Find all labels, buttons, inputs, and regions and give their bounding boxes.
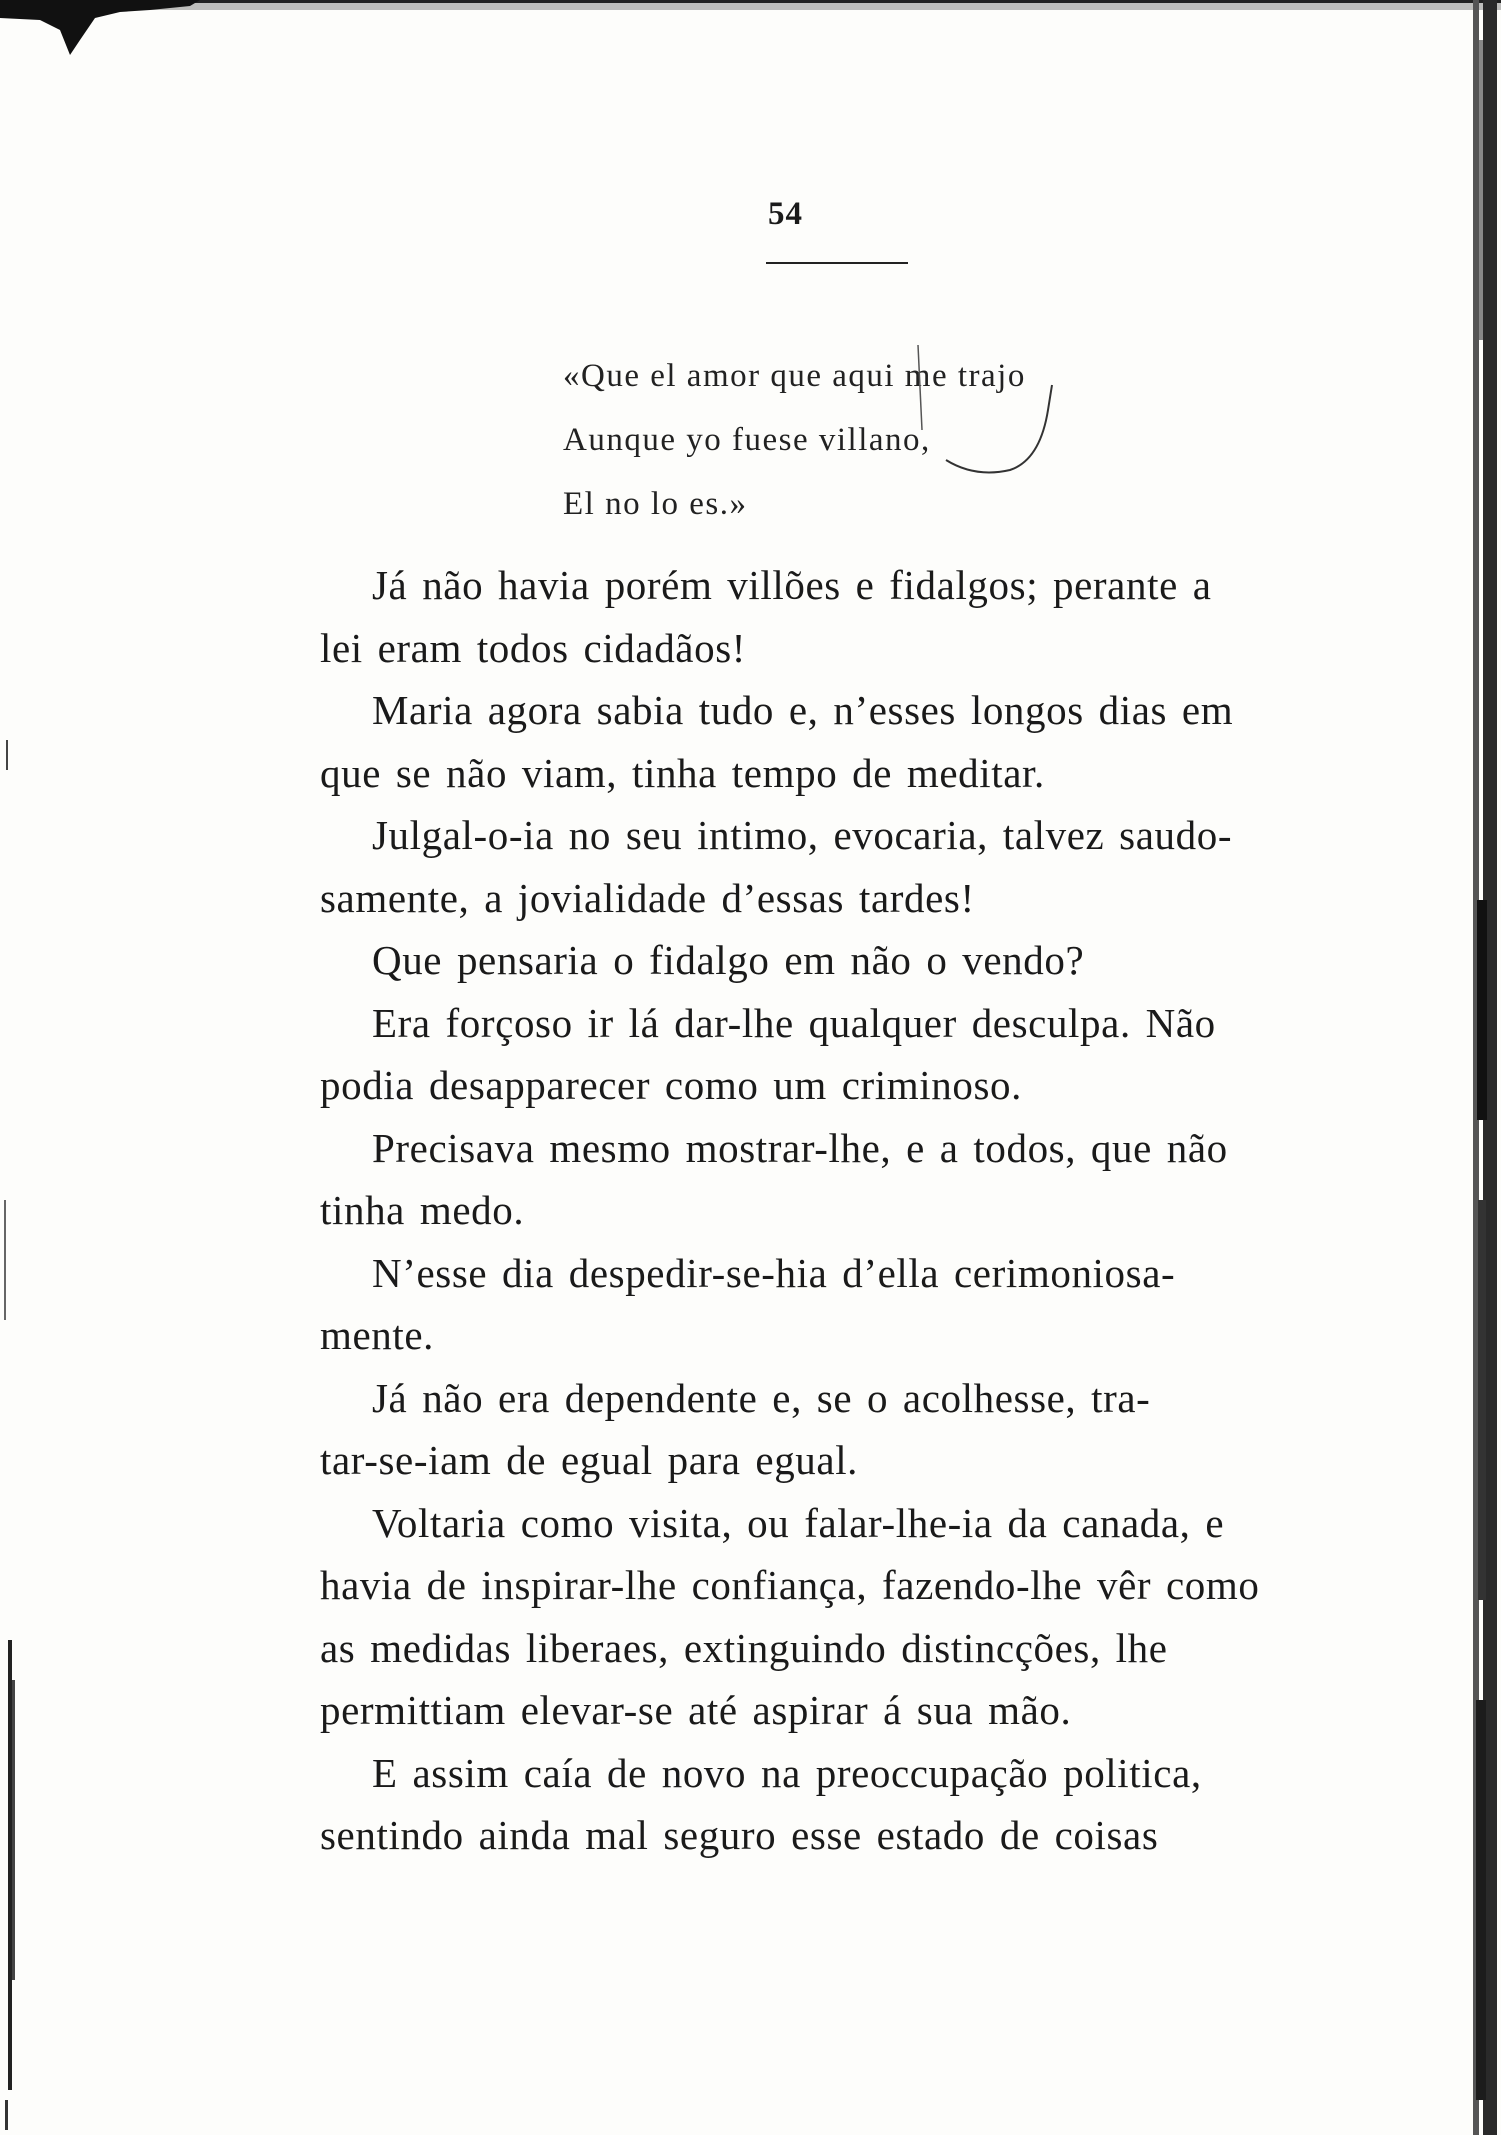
page-number: 54 bbox=[768, 196, 803, 232]
verse-line: Aunque yo fuese villano, bbox=[563, 422, 931, 458]
paragraph: Já não havia porém villões e fidalgos; perante a lei eram todos cidadãos! bbox=[320, 562, 1212, 671]
paragraph: N’esse dia despedir-se-hia d’ella cerimoniosa- mente. bbox=[320, 1249, 1176, 1358]
verse-quote bbox=[563, 344, 1026, 536]
scan-left-edge bbox=[0, 0, 30, 2135]
verse-line: El no lo es.» bbox=[563, 486, 748, 522]
scan-right-edge bbox=[1461, 0, 1501, 2135]
paragraph: Julgal-o-ia no seu intimo, evocaria, talvez saudo- samente, a jovialidade d’essas tardes! bbox=[320, 812, 1233, 921]
paragraph: Já não era dependente e, se o acolhesse, tra- tar-se-iam de egual para egual. bbox=[320, 1374, 1151, 1483]
paragraph: Que pensaria o fidalgo em não o vendo? bbox=[372, 937, 1085, 983]
paragraph: Era forçoso ir lá dar-lhe qualquer desculpa. Não podia desapparecer como um criminoso. bbox=[320, 999, 1216, 1108]
scan-top-edge bbox=[0, 0, 1501, 10]
paragraph: Voltaria como visita, ou falar-lhe-ia da canada, e havia de inspirar-lhe confiança, fazendo-lhe vêr como as medidas liberaes, extinguindo distincções, lhe permittiam elevar-se até aspirar á sua mão. bbox=[320, 1499, 1260, 1733]
verse-line: «Que el amor que aqui me trajo bbox=[563, 358, 1026, 394]
scan-corner-smudge bbox=[0, 0, 200, 60]
body-text bbox=[320, 554, 1330, 1867]
paragraph: E assim caía de novo na preoccupação politica, sentindo ainda mal seguro esse estado de coisas bbox=[320, 1749, 1202, 1858]
paragraph: Maria agora sabia tudo e, n’esses longos dias em que se não viam, tinha tempo de meditar. bbox=[320, 687, 1234, 796]
header-rule bbox=[766, 262, 908, 264]
paragraph: Precisava mesmo mostrar-lhe, e a todos, que não tinha medo. bbox=[320, 1124, 1228, 1233]
